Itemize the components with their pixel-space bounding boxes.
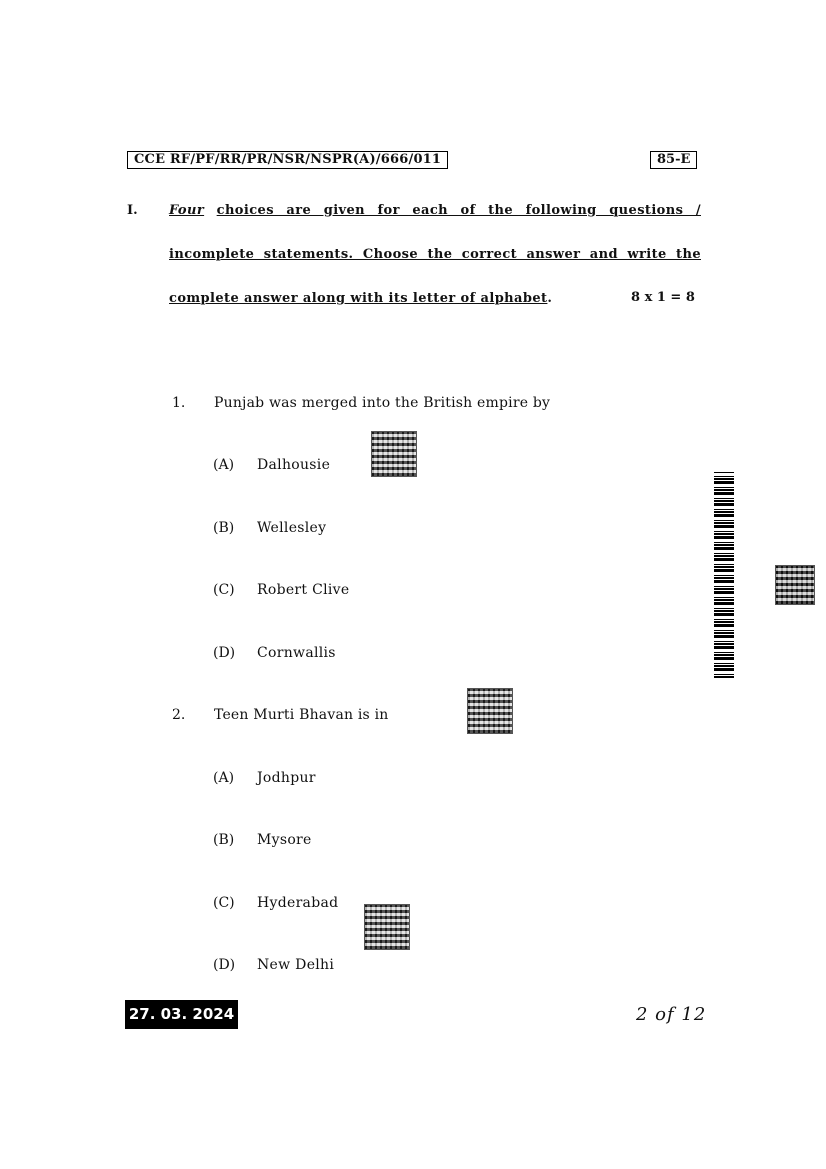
option-letter: (B) [213,832,235,848]
option-letter: (C) [213,895,235,911]
instruction-line-3-text: complete answer along with its letter of alphabet [169,291,548,306]
qr-code-icon [467,688,513,734]
section-number: I. [127,203,138,218]
paper-code: CCE RF/PF/RR/PR/NSR/NSPR(A)/666/011 [127,151,448,169]
page-number: 2 of 12 [636,1004,707,1025]
exam-date: 27. 03. 2024 [125,1000,238,1029]
qr-code-icon [775,565,815,605]
option-letter: (A) [213,770,235,786]
option-letter: (A) [213,457,235,473]
option-letter: (C) [213,582,235,598]
question-number: 2. [172,707,186,723]
question-number: 1. [172,395,186,411]
instruction-emphasis: Four [169,203,205,218]
option-letter: (D) [213,957,236,973]
option-text: Jodhpur [257,770,316,786]
qr-code-icon [371,431,417,477]
option-letter: (D) [213,645,236,661]
question-text: Teen Murti Bhavan is in [214,707,389,723]
marks: 8 x 1 = 8 [631,290,695,305]
option-text: New Delhi [257,957,335,973]
subject-code: 85-E [650,151,697,169]
instruction-line-2-text: incomplete statements. Choose the correct answer and write the [169,247,701,262]
instruction-line-1 [169,202,701,220]
option-text: Cornwallis [257,645,336,661]
option-letter: (B) [213,520,235,536]
option-text: Dalhousie [257,457,331,473]
option-text: Hyderabad [257,895,339,911]
option-text: Robert Clive [257,582,350,598]
qr-code-icon [364,904,410,950]
instruction-line-3 [169,290,589,308]
question-text: Punjab was merged into the British empire by [214,395,551,411]
instruction-period: . [547,291,553,306]
instruction-line-1-text: choices are given for each of the following questions / [216,203,701,218]
barcode-icon [714,472,734,678]
option-text: Wellesley [257,520,327,536]
instruction-line-2 [169,246,701,264]
option-text: Mysore [257,832,312,848]
